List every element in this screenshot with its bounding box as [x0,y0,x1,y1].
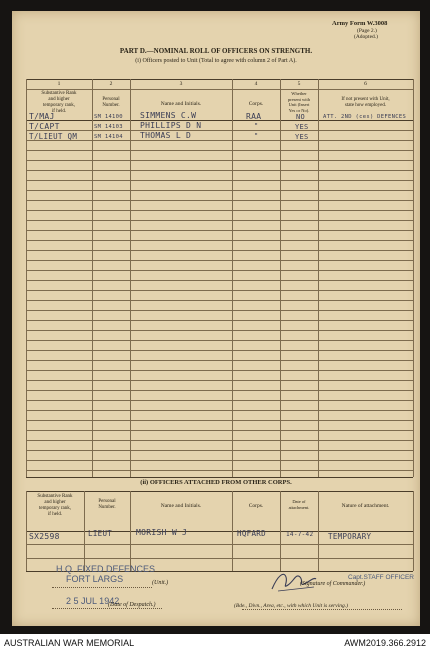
section-ii-title: (ii) OFFICERS ATTACHED FROM OTHER CORPS. [140,479,292,486]
ruled-line [26,410,413,411]
col-number: 1 [57,81,61,87]
officer-stamp: Capt.STAFF OFFICER [348,574,414,581]
ruled-line [26,460,413,461]
archive-reference: AWM2019.366.2912 [344,638,426,648]
form-page: (Page 2.) [357,28,377,34]
header-corps-ii: Corps. [248,503,264,509]
ruled-line [26,300,413,301]
cell-rank: T/CAPT [29,122,60,131]
unit-label: (Unit.) [152,580,169,586]
header-name-ii: Name and Initials. [160,503,202,509]
cell-corps: " [254,122,259,130]
cell-nature: TEMPORARY [328,532,372,541]
ruled-line [26,240,413,241]
cell-corps: HQFARD [237,529,266,538]
cell-employed: ATT. 2ND (ces) DEFENCES [323,114,407,120]
ruled-line [26,390,413,391]
date-stamp: 2 5 JUL 1942 [66,596,120,606]
col-number: 2 [109,81,113,87]
ruled-line [26,150,413,151]
ruled-line [26,190,413,191]
col-number: 4 [254,81,258,87]
unit-stamp-line-2: FORT LARGS [66,574,124,584]
cell-rank: T/LIEUT QM [29,132,78,141]
cell-name: THOMAS L D [140,131,192,140]
ruled-line [26,280,413,281]
cell-date: 14-7-42 [286,531,314,538]
ruled-line [26,400,413,401]
cell-name: MORISH W J [136,528,188,537]
ruled-line [26,220,413,221]
cell-name: SIMMENS C.W [140,111,197,120]
bde-label: (Bde., Divn., Area, etc., with which Unit is serving.) [234,603,348,609]
date-label: (Date of Despatch.) [108,602,156,608]
cell-rank: T/MAJ [29,112,55,121]
ruled-line [26,170,413,171]
cell-rank: SX2598 [29,532,60,541]
cell-present: YES [295,133,309,141]
ruled-line [26,200,413,201]
ruled-line [26,350,413,351]
ruled-line [26,130,413,131]
form-number: Army Form W.3008 [332,20,388,27]
ruled-line [26,310,413,311]
signature-label: (Signature of Commander.) [300,581,366,587]
header-present: Whether present with Unit (Insert Yes or No). [287,91,311,113]
ruled-line [26,260,413,261]
ruled-line [26,360,413,361]
col-number: 3 [179,81,183,87]
header-if-not-present: If not present with Unit, state how employed. [341,97,390,108]
ruled-line [26,180,413,181]
section-i-title: (i) Officers posted to Unit (Total to agree with column 2 of Part A). [135,58,297,64]
ruled-line [26,440,413,441]
archive-footer [0,634,430,653]
ruled-line [26,210,413,211]
cell-corps: RAA [246,112,262,121]
ruled-line [26,470,413,471]
header-date-ii: Date of attachment. [288,499,310,510]
ruled-line [26,250,413,251]
cell-number: SM 14104 [94,134,123,140]
cell-name: PHILLIPS D N [140,121,202,130]
cell-corps: " [254,132,259,140]
institution-name: AUSTRALIAN WAR MEMORIAL [4,638,135,648]
col-number: 6 [364,81,367,87]
part-title: PART D.—NOMINAL ROLL OF OFFICERS ON STRENGTH. [119,47,313,55]
ruled-line [26,290,413,291]
col-number: 5 [297,81,301,87]
cell-number: LIEUT [88,529,113,538]
ruled-line [26,330,413,331]
header-nature-ii: Nature of attachment. [341,503,390,509]
cell-present: YES [295,123,309,131]
ruled-line [26,140,413,141]
form-adopted: (Adopted.) [354,34,378,40]
header-corps: Corps. [248,101,264,107]
ruled-line [26,340,413,341]
ruled-line [26,320,413,321]
unit-stamp-line-1: H.Q. FIXED DEFENCES [56,564,156,574]
ruled-line [26,370,413,371]
header-personal-number: Personal Number. [102,97,120,108]
form-sheet [12,11,420,626]
ruled-line [26,430,413,431]
cell-present: NO [296,113,306,121]
ruled-line [26,420,413,421]
ruled-line [26,270,413,271]
header-rank-ii: Substantive Rank and higher temporary rank, if held. [37,494,73,517]
header-personal-number-ii: Personal Number. [98,499,116,510]
cell-number: SM 14103 [94,124,123,130]
ruled-line [26,160,413,161]
cell-number: SM 14100 [94,114,123,120]
ruled-line [26,230,413,231]
ruled-line [26,450,413,451]
header-name: Name and Initials. [160,101,202,107]
ruled-line [26,380,413,381]
header-rank: Substantive Rank and higher temporary rank, if held. [41,91,77,114]
